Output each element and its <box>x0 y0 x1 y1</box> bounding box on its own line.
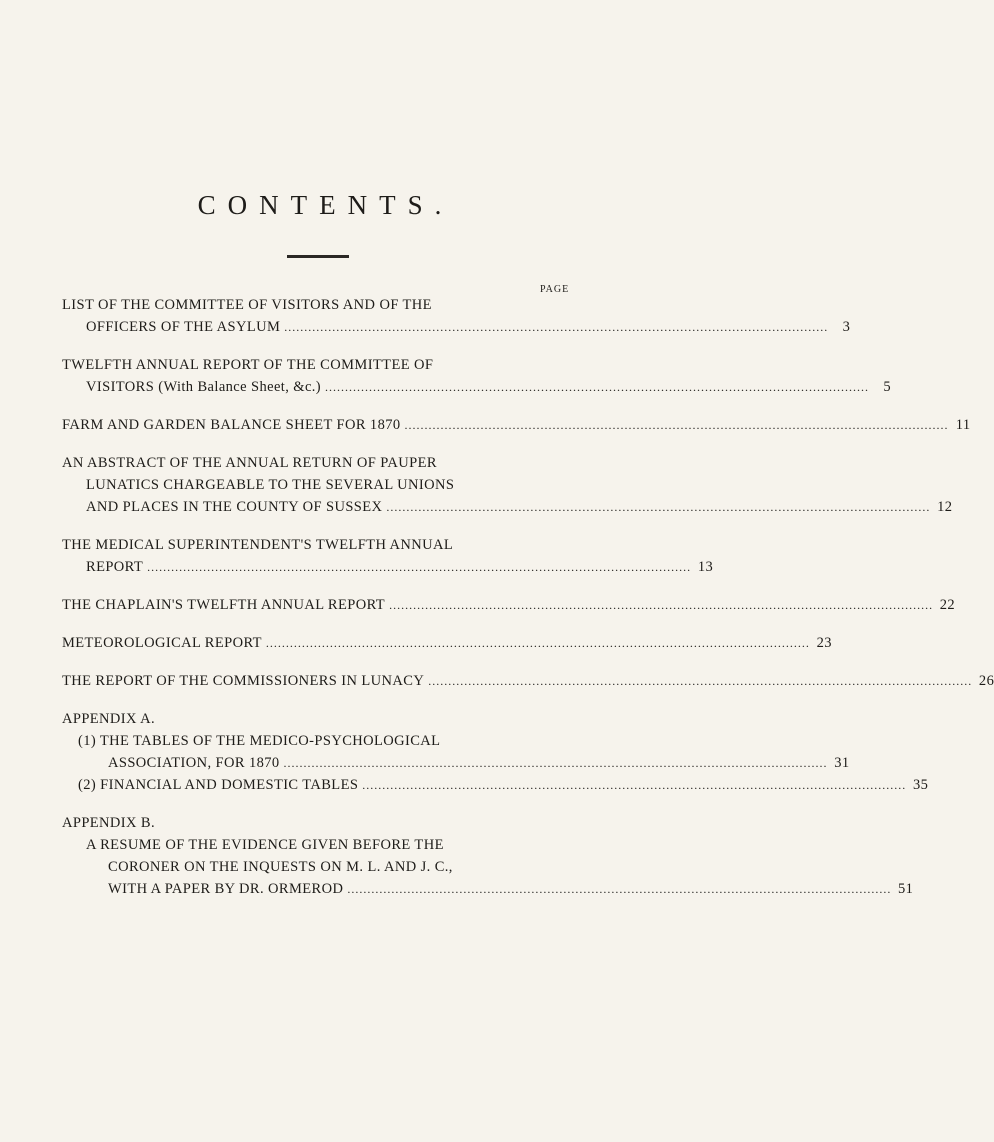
dot-leader: ........................................................................................................................................ <box>347 882 892 896</box>
toc-entry-line: ASSOCIATION, FOR 1870 <box>108 755 280 771</box>
toc-entry-line: LUNATICS CHARGEABLE TO THE SEVERAL UNIONS <box>86 477 455 493</box>
page-number: 5 <box>883 379 892 395</box>
page-number: 12 <box>937 499 953 515</box>
toc-entry-line: THE MEDICAL SUPERINTENDENT'S TWELFTH ANNUAL <box>62 537 454 553</box>
page-number: 13 <box>697 559 714 575</box>
dot-leader: ........................................................................................................................................ <box>386 500 931 514</box>
page-number: 31 <box>834 755 850 771</box>
toc-entry-line: (1) THE TABLES OF THE MEDICO-PSYCHOLOGICAL <box>78 733 441 749</box>
appendix-b-item-resume[interactable] <box>62 834 914 900</box>
dot-leader: ........................................................................................................................................ <box>147 560 692 574</box>
page-number: 23 <box>816 635 832 651</box>
toc-entry-line: METEOROLOGICAL REPORT <box>62 635 262 651</box>
dot-leader: ........................................................................................................................................ <box>362 778 907 792</box>
toc-entry-line: VISITORS (With Balance Sheet, &c.) <box>86 379 322 395</box>
toc-entry-line: CORONER ON THE INQUESTS ON M. L. AND J. C., <box>108 859 453 875</box>
toc-entry-line: FARM AND GARDEN BALANCE SHEET FOR 1870 <box>62 417 401 433</box>
toc-entry-line: AN ABSTRACT OF THE ANNUAL RETURN OF PAUPER <box>62 455 437 471</box>
appendix-b-section <box>62 812 914 900</box>
appendix-a-item-financial-tables[interactable] <box>62 774 929 796</box>
dot-leader: ........................................................................................................................................ <box>389 598 934 612</box>
toc-entry-line: OFFICERS OF THE ASYLUM <box>86 319 281 335</box>
toc-entry-line: A RESUME OF THE EVIDENCE GIVEN BEFORE THE <box>86 837 444 853</box>
appendix-b-heading: APPENDIX B. <box>62 815 156 831</box>
toc-entry-farm-garden[interactable] <box>62 414 971 436</box>
toc-entry-line: (2) FINANCIAL AND DOMESTIC TABLES <box>78 777 359 793</box>
toc-entry-line: AND PLACES IN THE COUNTY OF SUSSEX <box>86 499 383 515</box>
toc-entry-chaplain[interactable] <box>62 594 956 616</box>
toc-entry-medical-superintendent[interactable] <box>62 534 714 578</box>
page-number: 35 <box>912 777 929 793</box>
appendix-a-section <box>62 708 929 796</box>
page-number: 26 <box>978 673 994 689</box>
toc-entry-line: THE CHAPLAIN'S TWELFTH ANNUAL REPORT <box>62 597 386 613</box>
page-number: 3 <box>842 319 851 335</box>
toc-entry-line: REPORT <box>86 559 144 575</box>
dot-leader: ........................................................................................................................................ <box>404 418 949 432</box>
toc-entry-twelfth-annual-report[interactable] <box>62 354 892 398</box>
dot-leader: ........................................................................................................................................ <box>325 380 870 394</box>
toc-entry-line: THE REPORT OF THE COMMISSIONERS IN LUNACY <box>62 673 425 689</box>
toc-entry-line: TWELFTH ANNUAL REPORT OF THE COMMITTEE OF <box>62 357 434 373</box>
dot-leader: ........................................................................................................................................ <box>284 320 829 334</box>
toc-entry-meteorological[interactable] <box>62 632 832 654</box>
page-column-header: PAGE <box>540 284 570 295</box>
dot-leader: ........................................................................................................................................ <box>283 756 828 770</box>
appendix-a-heading: APPENDIX A. <box>62 711 156 727</box>
page-number: 51 <box>898 881 914 897</box>
title-rule <box>287 255 349 258</box>
toc-entry-committee[interactable] <box>62 294 851 338</box>
toc-entry-line: LIST OF THE COMMITTEE OF VISITORS AND OF THE <box>62 297 432 313</box>
dot-leader: ........................................................................................................................................ <box>428 674 973 688</box>
appendix-a-item-medico-psychological[interactable] <box>62 730 850 774</box>
toc-entry-commissioners-lunacy[interactable] <box>62 670 994 692</box>
toc-entry-abstract-pauper-lunatics[interactable] <box>62 452 953 518</box>
dot-leader: ........................................................................................................................................ <box>265 636 810 650</box>
page-number: 11 <box>955 417 971 433</box>
page-number: 22 <box>939 597 956 613</box>
toc-entry-line: WITH A PAPER BY DR. ORMEROD <box>108 881 344 897</box>
page-title: CONTENTS. <box>197 190 454 220</box>
table-of-contents <box>62 294 994 900</box>
